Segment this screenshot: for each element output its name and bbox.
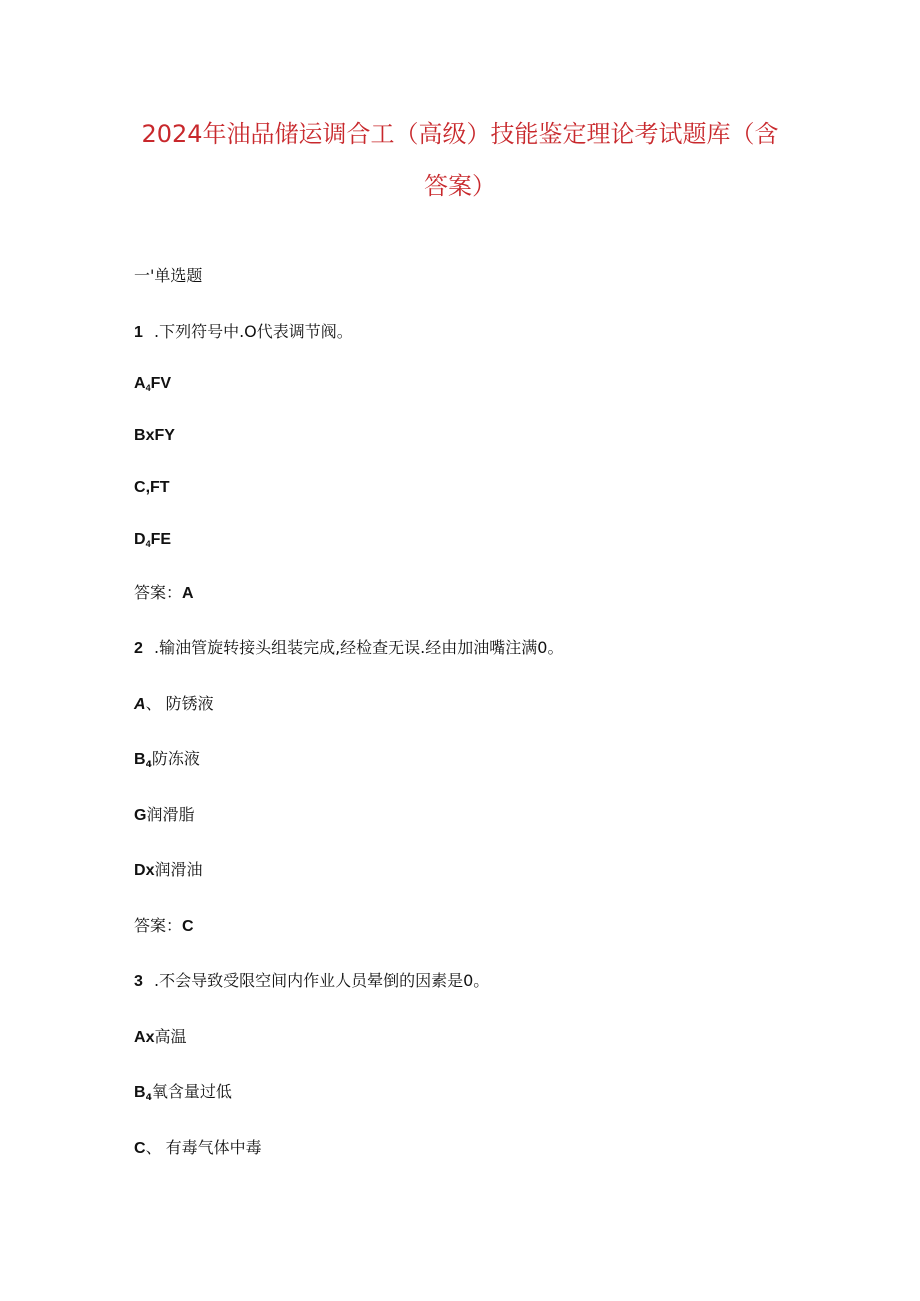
question-3-option-c xyxy=(134,1138,262,1159)
question-1-answer xyxy=(134,583,194,604)
question-text: .输油管旋转接头组装完成,经检查无误.经由加油嘴注满0。 xyxy=(154,638,564,657)
document-title-line-2: 答案） xyxy=(424,172,496,200)
option-letter: C xyxy=(134,1140,146,1157)
question-1-option-a xyxy=(134,374,171,395)
option-letter: A xyxy=(134,1029,146,1046)
option-text: 润滑油 xyxy=(154,860,203,879)
document-title-line-1: 2024年油品储运调合工（高级）技能鉴定理论考试题库（含 xyxy=(141,120,779,148)
option-separator: x xyxy=(145,427,155,444)
question-2-option-c xyxy=(134,805,194,826)
option-separator: 4 xyxy=(145,539,151,549)
option-letter: G xyxy=(134,807,147,824)
option-text: FE xyxy=(150,531,172,548)
option-text: FV xyxy=(150,375,172,392)
section-heading: 一'单选题 xyxy=(134,266,203,285)
question-2-answer xyxy=(134,916,194,937)
option-text: 润滑脂 xyxy=(146,805,195,824)
option-letter: B xyxy=(134,751,146,768)
question-2-option-b xyxy=(134,749,200,772)
option-letter: A xyxy=(134,375,146,392)
option-separator: 、 xyxy=(145,694,162,713)
question-number: 3 xyxy=(134,973,143,990)
answer-label: 答案： xyxy=(134,583,183,602)
answer-value: A xyxy=(182,585,194,602)
question-text: .下列符号中.O代表调节阀。 xyxy=(154,322,353,341)
option-letter: D xyxy=(134,531,146,548)
option-letter: B xyxy=(134,427,146,444)
option-text: FY xyxy=(154,427,175,444)
question-3-option-b xyxy=(134,1082,232,1105)
question-2-option-d xyxy=(134,860,202,881)
question-3-option-a xyxy=(134,1027,186,1048)
option-text: 防冻液 xyxy=(151,749,200,768)
option-separator: 4 xyxy=(145,760,152,770)
option-letter: B xyxy=(134,1084,146,1101)
option-separator: , xyxy=(145,479,151,496)
question-3 xyxy=(134,971,489,992)
answer-value: C xyxy=(182,918,194,935)
option-letter: C xyxy=(134,479,146,496)
question-2 xyxy=(134,638,563,659)
option-text: FT xyxy=(150,479,170,496)
option-text: 氧含量过低 xyxy=(151,1082,232,1101)
question-text: .不会导致受限空间内作业人员晕倒的因素是0。 xyxy=(154,971,490,990)
answer-label: 答案： xyxy=(134,916,183,935)
question-1-option-b xyxy=(134,426,175,446)
question-number: 1 xyxy=(134,324,143,341)
option-separator: x xyxy=(145,1029,155,1046)
question-1-option-d xyxy=(134,530,171,551)
option-letter: D xyxy=(134,862,146,879)
question-1-option-c xyxy=(134,478,170,498)
option-text: 高温 xyxy=(154,1027,187,1046)
question-number: 2 xyxy=(134,640,143,657)
option-letter: A xyxy=(134,696,146,713)
question-2-option-a xyxy=(134,694,214,715)
option-separator: 4 xyxy=(145,383,151,393)
option-text: 有毒气体中毒 xyxy=(165,1138,262,1157)
option-separator: 4 xyxy=(145,1093,152,1103)
option-separator: 、 xyxy=(145,1138,162,1157)
option-separator: x xyxy=(145,862,155,879)
question-1 xyxy=(134,322,353,343)
option-text: 防锈液 xyxy=(165,694,214,713)
